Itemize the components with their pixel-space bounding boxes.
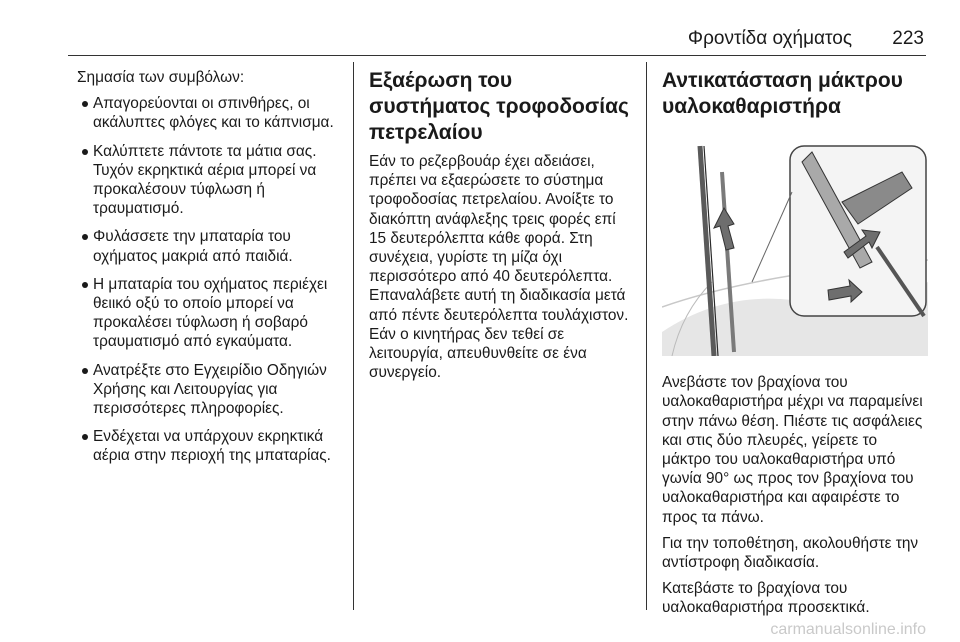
list-item: Ενδέχεται να υπάρχουν εκρηκτικά αέρια στην περιοχή της μπαταρίας. xyxy=(77,427,347,465)
bullet-icon xyxy=(82,434,88,440)
list-item: Φυλάσσετε την μπαταρία του οχήματος μακριά από παιδιά. xyxy=(77,227,347,265)
wiper-blade-illustration xyxy=(662,132,928,356)
page-number: 223 xyxy=(892,28,924,49)
section-paragraph: Κατεβάστε το βραχίονα του υαλοκαθαριστήρα προσεκτικά. xyxy=(662,580,870,617)
list-item: Η μπαταρία του οχήματος περιέχει θειικό οξύ το οποίο μπορεί να προκαλέσει τύφλωση ή σοβαρό τραυματισμό από εγκαύματα. xyxy=(77,275,347,352)
section-body: Εάν το ρεζερβουάρ έχει αδειάσει, πρέπει να εξαερώσετε το σύστημα τροφοδοσίας πετρελαίου. Ανοίξτε το διακόπτη ανάφλεξης τρεις φορές επί 15 δευτερόλεπτα κάθε φορά. Στη συνέχεια, γυρίστε τη μίζα όχι περισσότερο από 40 δευτερόλεπτα. Επαναλάβετε αυτή τη διαδικασία μετά από πέντε δευτερόλεπτα τουλάχιστον. Εάν ο κινητήρας δεν τεθεί σε λειτουργία, απευθυνθείτε σε ένα συνεργείο. xyxy=(369,153,629,382)
list-item: Καλύπτετε πάντοτε τα μάτια σας. Τυχόν εκρηκτικά αέρια μπορεί να προκαλέσουν τύφλωση ή τραυματισμό. xyxy=(77,142,347,219)
bullet-icon xyxy=(82,101,88,107)
symbols-intro: Σημασία των συμβόλων: xyxy=(77,69,245,86)
list-item: Ανατρέξτε στο Εγχειρίδιο Οδηγιών Χρήσης και Λειτουργίας για περισσότερες πληροφορίες. xyxy=(77,361,347,419)
bullet-icon xyxy=(82,368,88,374)
column-safety-symbols xyxy=(77,68,347,475)
column-wiper-replacement xyxy=(662,68,928,625)
section-heading: Αντικατάσταση μάκτρου υαλοκαθαριστήρα xyxy=(662,69,903,118)
symbol-meaning-list xyxy=(77,94,347,465)
section-paragraph: Ανεβάστε τον βραχίονα του υαλοκαθαριστήρα μέχρι να παραμείνει στην πάνω θέση. Πιέστε τις ασφάλειες και στις δύο πλευρές, γείρετε το μάκτρο του υαλοκαθαριστήρα υπό γωνία 90° ως προς τον βραχίονα του υαλοκαθαριστήρα και αφαιρέστε το προς τα πάνω. xyxy=(662,374,923,526)
bullet-icon xyxy=(82,234,88,240)
header-title: Φροντίδα οχήματος xyxy=(687,28,852,49)
bullet-icon xyxy=(82,282,88,288)
column-fuel-bleeding xyxy=(369,68,637,389)
page-header xyxy=(0,28,960,52)
column-divider-1 xyxy=(353,62,354,610)
section-paragraph: Για την τοποθέτηση, ακολουθήστε την αντίστροφη διαδικασία. xyxy=(662,534,919,572)
watermark: carmanualsonline.info xyxy=(770,621,926,638)
column-divider-2 xyxy=(646,62,647,610)
section-heading: Εξαέρωση του συστήματος τροφοδοσίας πετρελαίου xyxy=(369,69,629,144)
header-rule xyxy=(68,55,926,56)
list-item: Απαγορεύονται οι σπινθήρες, οι ακάλυπτες φλόγες και το κάπνισμα. xyxy=(77,94,347,132)
bullet-icon xyxy=(82,149,88,155)
